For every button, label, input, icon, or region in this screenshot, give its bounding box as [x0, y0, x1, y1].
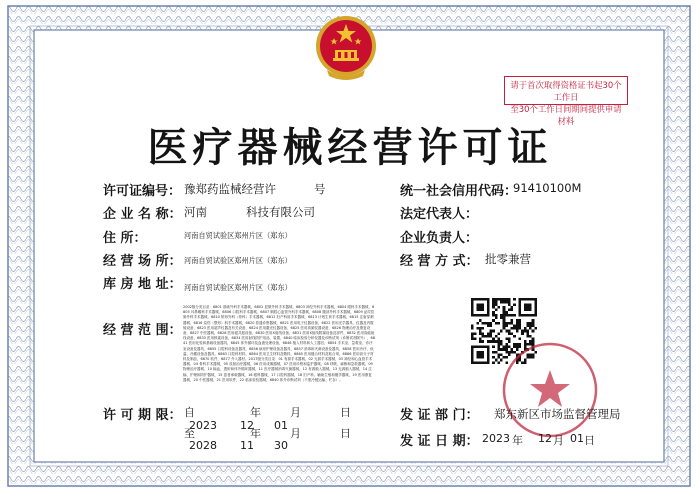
validity-from-label: 自 — [184, 406, 195, 419]
validity-month-unit-1: 月 — [290, 406, 301, 419]
national-emblem-icon — [313, 12, 379, 84]
credit-code-label: 统一社会信用代码： — [400, 184, 518, 199]
validity-month-unit-2: 月 — [290, 427, 301, 440]
license-no-suffix: 号 — [314, 182, 326, 196]
business-mode-value: 批零兼营 — [485, 252, 531, 266]
notice-stamp — [504, 76, 628, 126]
legal-rep-label: 法定代表人： — [400, 207, 479, 222]
credit-code-value: 91410100M — [513, 181, 582, 195]
company-name-value: 河南 — [184, 205, 207, 219]
page-title: 医疗器械经营许可证 — [147, 124, 553, 171]
validity-year-unit-2: 年 — [250, 427, 261, 440]
issuing-dept-label: 发 证 部 门： — [400, 408, 479, 423]
scope-text: 2002版分类目录：6801 基础外科手术器械，6802 显微外科手术器械，6803 神经外科手术器械，6804 眼科手术器械，6805 耳鼻喉科手术器械，6806 口腔科手术器械，6807 胸腔心血管外科手术器械，6808 腹部外科手术器械，6809 泌尿肛肠外科手术器械，6810 矫形外科（骨科）手术器械，6812 妇产科用手术器械，6813 计划生育手术器械，6815 注射穿刺器械，6816 烧伤（整形）科手术器械，6820 普通诊察器械，6821 医用电子仪器设备，6822 医用光学器具、仪器及内窥镜设备，6823 医用超声仪器及有关设备，6824 医用激光仪器设备，6825 医用高频仪器设备，6826 物理治疗及康复设备，6827 中医器械，6828 医用磁共振设备，6830 医用X射线设备，6831 医用X射线附属设备及部件，6832 医用高能射线设备，6833 医用核素设备，6834 医用射线防护用品、装置，6840 临床检验分析仪器及诊断试剂（诊断试剂除外），6841 医用化验和基础设备器具，6845 体外循环及血液处理设备，6846 植入材料和人工器官，6854 手术室、急救室、诊疗室设备及器具，6855 口腔科设备及器具，6856 病房护理设备及器具，6857 消毒和灭菌设备及器具，6858 医用冷疗、低温、冷藏设备及器具，6863 口腔科材料，6864 医用卫生材料及敷料，6865 医用缝合材料及粘合剂，6866 医用高分子材料及制品，6870 软件，6877 介入器材。2017版分类目录：01 有源手术器械，02 无源手术器械，03 神经和心血管手术器械，04 骨科手术器械，05 放射治疗器械，06 医用成像器械，07 医用诊察和监护器械，08 呼吸、麻醉和急救器械，09 物理治疗器械，10 输血、透析和体外循环器械，11 医疗器械消毒灭菌器械，12 有源植入器械，13 无源植入器械，14 注输、护理和防护器械，15 患者承载器械，16 眼科器械，17 口腔科器械，18 妇产科、辅助生殖和避孕器械，19 医用康复器械，20 中医器械，21 医用软件，22 临床检验器械，6840 体外诊断试剂（不需冷链运输、贮存）。 — [183, 305, 375, 382]
warehouse-label: 库 房 地 址： — [103, 277, 182, 292]
validity-start-year: 2023 — [189, 419, 217, 432]
validity-day-unit-1: 日 — [340, 406, 351, 419]
company-name-suffix: 科技有限公司 — [246, 205, 315, 219]
validity-end-day: 30 — [274, 439, 288, 452]
issue-year: 2023 — [482, 432, 510, 445]
validity-to-label: 至 — [184, 427, 195, 440]
validity-start-day: 01 — [274, 419, 288, 432]
license-no-label: 许可证编号： — [103, 184, 182, 199]
residence-value: 河南自贸试验区郑州片区（郑东） — [184, 231, 292, 240]
premises-label: 经 营 场 所： — [103, 254, 182, 269]
issue-day-unit: 日 — [584, 434, 595, 447]
validity-day-unit-2: 日 — [340, 427, 351, 440]
premises-value: 河南自贸试验区郑州片区（郑东） — [184, 256, 292, 265]
business-mode-label: 经 营 方 式： — [400, 254, 479, 269]
scope-label: 经 营 范 围： — [103, 323, 182, 338]
issue-day: 01 — [570, 432, 584, 445]
official-seal-icon — [500, 340, 600, 440]
validity-start-month: 12 — [240, 419, 254, 432]
issue-year-unit: 年 — [512, 434, 523, 447]
issue-month: 12 — [538, 432, 552, 445]
license-no-value: 豫郑药监械经营许 — [184, 182, 276, 196]
company-name-label: 企 业 名 称： — [103, 207, 182, 222]
issue-month-unit: 月 — [553, 434, 564, 447]
notice-line-1: 请于首次取得资格证书起30个工作日 — [510, 80, 622, 102]
warehouse-value: 河南自贸试验区郑州片区（郑东） — [184, 283, 292, 292]
residence-label: 住 所： — [103, 231, 147, 246]
validity-year-unit-1: 年 — [250, 406, 261, 419]
responsible-person-label: 企业负责人： — [400, 231, 479, 246]
issuing-dept-value: 郑东新区市场监督管理局 — [494, 407, 621, 421]
validity-label: 许 可 期 限： — [103, 408, 182, 423]
validity-end-year: 2028 — [189, 439, 217, 452]
issue-date-label: 发 证 日 期： — [400, 434, 479, 449]
validity-end-month: 11 — [240, 439, 254, 452]
notice-line-2: 至30个工作日间期间提供申请材料 — [510, 104, 622, 126]
